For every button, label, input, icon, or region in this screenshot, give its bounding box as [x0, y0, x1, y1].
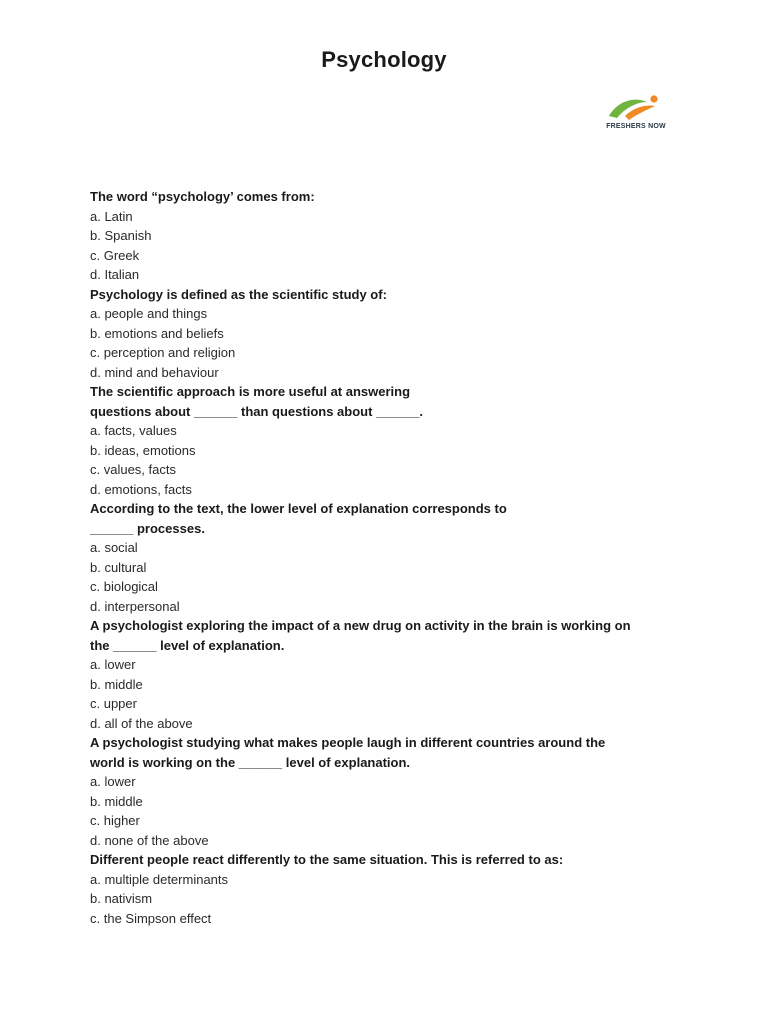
question-block [90, 733, 690, 850]
answer-option: b. nativism [90, 891, 153, 906]
answer-option: c. the Simpson effect [90, 910, 212, 926]
question-text: A psychologist studying what makes people laugh in different countries around the [90, 735, 606, 750]
answer-option: a. lower [90, 774, 136, 789]
answer-option: d. interpersonal [90, 598, 180, 614]
logo-swoosh-icon [607, 92, 665, 122]
question-block [90, 285, 690, 383]
question-text: The word “psychology’ comes from: [90, 189, 315, 204]
question-text: According to the text, the lower level of explanation corresponds to [90, 501, 507, 516]
answer-option: b. middle [90, 676, 143, 692]
question-block [90, 499, 690, 616]
answer-option: b. ideas, emotions [90, 442, 196, 458]
answer-option: d. mind and behaviour [90, 364, 219, 380]
answer-option: a. multiple determinants [90, 871, 229, 887]
answer-option: a. people and things [90, 306, 208, 321]
question-text: Different people react differently to the same situation. This is referred to as: [90, 852, 564, 867]
answer-option: b. Spanish [90, 228, 152, 243]
answer-option: a. Latin [90, 208, 133, 224]
answer-option: b. emotions and beliefs [90, 325, 224, 341]
question-text: world is working on the ______ level of explanation. [90, 754, 411, 770]
question-text: ______ processes. [90, 520, 205, 536]
answer-option: c. higher [90, 813, 140, 828]
logo-text: FRESHERS NOW [606, 123, 666, 130]
answer-option: d. all of the above [90, 715, 193, 731]
question-block [90, 382, 690, 499]
question-block [90, 850, 690, 928]
answer-option: a. social [90, 540, 138, 555]
answer-option: c. biological [90, 579, 158, 594]
answer-option: c. values, facts [90, 462, 176, 477]
answer-option: b. middle [90, 793, 143, 809]
question-text: the ______ level of explanation. [90, 637, 285, 653]
question-text: questions about ______ than questions about ______. [90, 403, 424, 419]
question-text: A psychologist exploring the impact of a new drug on activity in the brain is working on [90, 618, 631, 633]
answer-option: c. Greek [90, 247, 140, 263]
answer-option: b. cultural [90, 559, 147, 575]
answer-option: a. facts, values [90, 423, 177, 438]
answer-option: d. Italian [90, 267, 140, 282]
answer-option: c. perception and religion [90, 345, 236, 360]
freshers-now-logo [596, 88, 676, 140]
question-text: Psychology is defined as the scientific study of: [90, 286, 387, 302]
question-block [90, 187, 690, 285]
answer-option: d. none of the above [90, 832, 209, 848]
question-block [90, 616, 690, 733]
quiz-question-list [90, 187, 690, 928]
answer-option: a. lower [90, 657, 136, 672]
answer-option: c. upper [90, 696, 137, 711]
question-text: The scientific approach is more useful at answering [90, 384, 411, 399]
page-title: Psychology [321, 47, 447, 72]
answer-option: d. emotions, facts [90, 481, 192, 497]
